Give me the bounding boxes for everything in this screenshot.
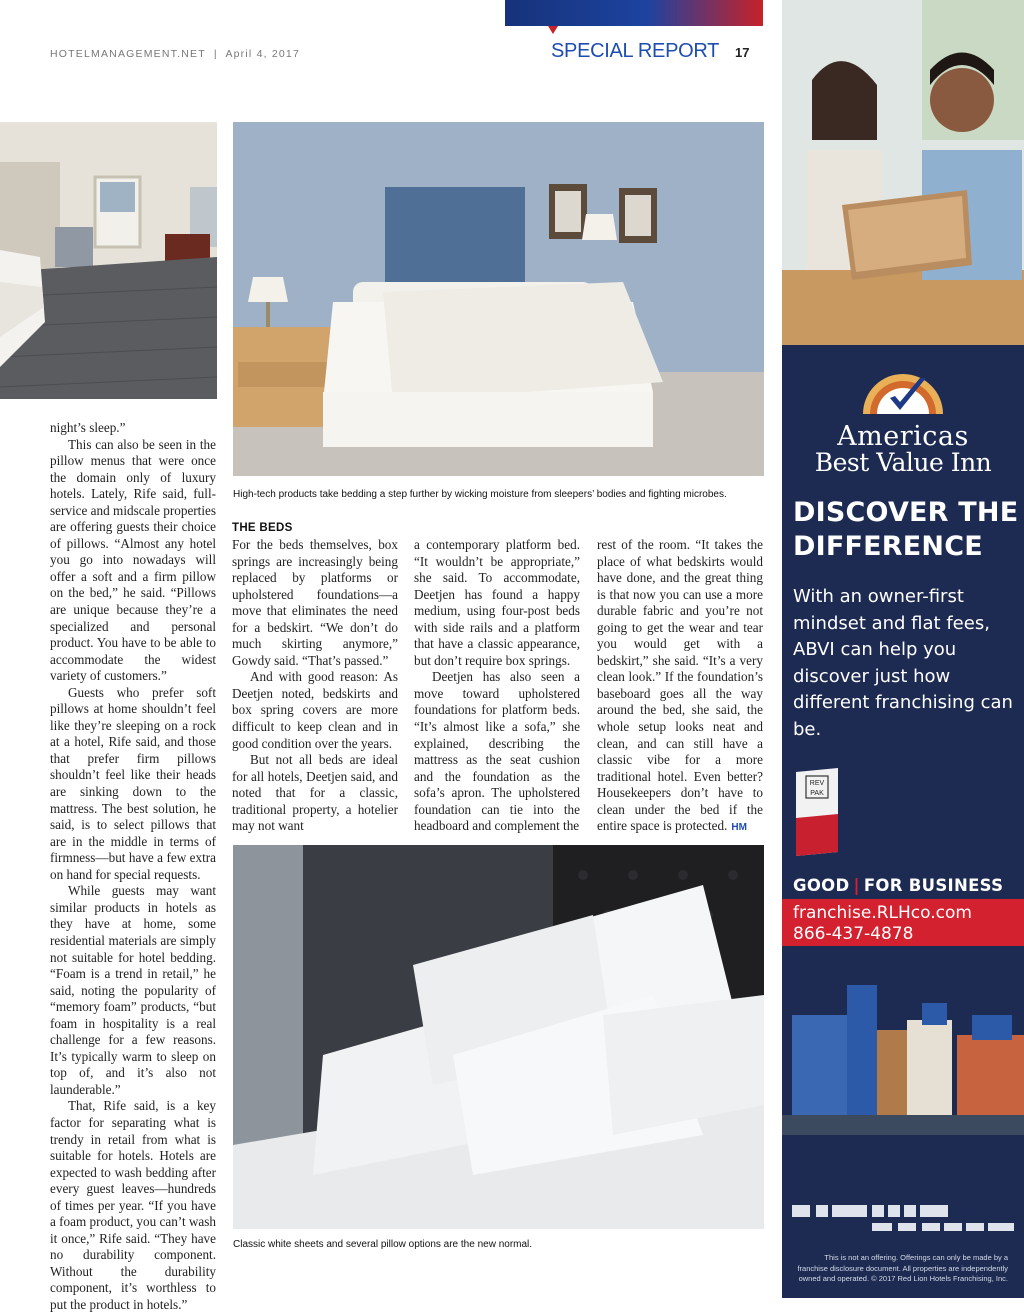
header-notch (548, 26, 558, 34)
end-mark: HM (731, 822, 747, 834)
advertisement[interactable] (782, 0, 1024, 1298)
phone-number[interactable]: 866-437-4878 (793, 924, 914, 944)
section-title: SPECIAL REPORT (551, 40, 720, 62)
bed-blue-headboard-photo (233, 122, 764, 476)
page-number: 17 (735, 45, 750, 60)
ad-headline (793, 496, 1018, 564)
paragraph: a contemporary platform bed. “It wouldn’t be appropriate,” she said. To accommodate, Deetjen has found a happy medium, using four-post beds with side rails and a platform that have a classic appearance, but don’t require box springs. (414, 537, 580, 668)
header-color-bar (505, 0, 763, 26)
revpak-label: PAK (810, 790, 824, 797)
paragraph: Deetjen has also seen a move toward upholstered foundations for platform beds. “It’s almost like a sofa,” she explained, describing the mattress as the seat cushion and the foundation as the sofa’s apron. The upholstered foundation can tie into the headboard and complement the (414, 669, 580, 834)
article-column-1 (50, 420, 216, 1314)
paragraph: night’s sleep.” (50, 420, 126, 435)
caption-bottom-photo: Classic white sheets and several pillow options are the new normal. (233, 1239, 533, 1250)
paragraph (597, 537, 763, 837)
article-column-2 (232, 537, 398, 835)
good-for-business (793, 876, 1003, 895)
ad-headline-line1: DISCOVER THE (793, 497, 1019, 528)
paragraph: While guests may want similar products in hotels as they have at home, some residential materials are simply not suitable for hotel bedding. “Foam is a trend in retail,” he said, noting the popularity of “memory foam” products, “but foam in hospitality is a real challenge for a few reasons. It’s typically warm to sleep on top of, and it’s also not launderable.” (50, 883, 216, 1097)
revpak-label: REV (809, 780, 825, 787)
good-label: GOOD (793, 876, 850, 895)
paragraph: For the beds themselves, box springs are increasingly being replaced by platforms or upholstered foundations—a move that eliminates the need for a bedskirt. “We don’t do much skirting anymore,” Gowdy said. “That’s passed.” (232, 537, 398, 668)
paragraph-text: rest of the room. “It takes the place of what bedskirts would have done, and the great thing is that now you can use a more durable fabric and you’re not going to get the wear and tear you would get with a bedskirt,” she said. “It’s a very clean look.” If the foundation’s baseboard goes all the way around the bed, she said, the whole setup looks neat and clean, and can still have a classic vibe for a more traditional hotel. Even better? Housekeepers don’t have to clean under the bed if the entire space is protected. (597, 537, 763, 834)
article-column-4 (597, 537, 763, 837)
brand-name-line2: Best Value Inn (814, 448, 992, 477)
ad-headline-line2: DIFFERENCE (793, 531, 983, 562)
hotel-room-photo (0, 122, 217, 399)
revpak-box-image (792, 768, 842, 856)
paragraph: But not all beds are ideal for all hotels, Deetjen said, and noted that for a classic, traditional property, a hotelier may not want (232, 752, 398, 834)
brand-logos-strip (792, 1203, 1017, 1237)
ad-disclaimer: This is not an offering. Offerings can only be made by a franchise disclosure document. All properties are independently owned and operated. © 2017 Red Lion Hotels Franchising, Inc. (797, 1253, 1008, 1283)
ad-brand-logo (782, 368, 1024, 477)
hotel-buildings-image (782, 975, 1024, 1135)
paragraph: This can also be seen in the pillow menus that were once the domain only of luxury hotels. Lately, Rife said, full-service and midscale properties are offering guests their choice of pillows. “Almost any hotel you go into nowadays will offer a soft and a firm pillow on the bed,” he said. “Pillows are unique because they’re a specialized and personal product. You have to be able to accommodate the widest variety of customers.” (50, 436, 216, 684)
ad-body-text: With an owner-first mindset and flat fees, ABVI can help you discover just how different franchising can be. (793, 586, 1013, 740)
for-business-label: FOR BUSINESS (863, 876, 1004, 895)
caption-top-photo: High-tech products take bedding a step further by wicking moisture from sleepers’ bodies and fighting microbes. (233, 489, 727, 500)
article-column-3 (414, 537, 580, 835)
subhead-the-beds: THE BEDS (232, 522, 293, 534)
franchise-url-link[interactable]: franchise.RLHco.com (793, 903, 972, 923)
checkmark-sunburst-icon (858, 368, 948, 416)
running-head: HOTELMANAGEMENT.NET | April 4, 2017 (50, 48, 300, 60)
divider: | (853, 876, 860, 895)
paragraph: And with good reason: As Deetjen noted, bedskirts and box spring covers are more difficult to keep clean and in good condition over the years. (232, 669, 398, 751)
paragraph: Guests who prefer soft pillows at home shouldn’t feel like they’re sleeping on a rock at a hotel, Rife said, and those that prefer firm pillows shouldn’t feel like their heads are sinking down to the mattress. The best solution, he said, is to select pillows that are in the middle in terms of firmness—but have a few extra on hand for special requests. (50, 684, 216, 882)
contact-info (793, 903, 972, 945)
brand-name-line1: Americas (837, 421, 969, 452)
paragraph: That, Rife said, is a key factor for separating what is trendy in retail from what is suitable for hotels. Hotels are expected to wash bedding after every guest leaves—hundreds of times per year. “If you have a foam product, you can’t wash it once,” Rife said. “They have no durability component. Without the durability component, it’s worthless to put the product in hotels.” (50, 1098, 217, 1312)
white-pillows-photo (233, 845, 764, 1229)
ad-people-photo (782, 0, 1024, 345)
